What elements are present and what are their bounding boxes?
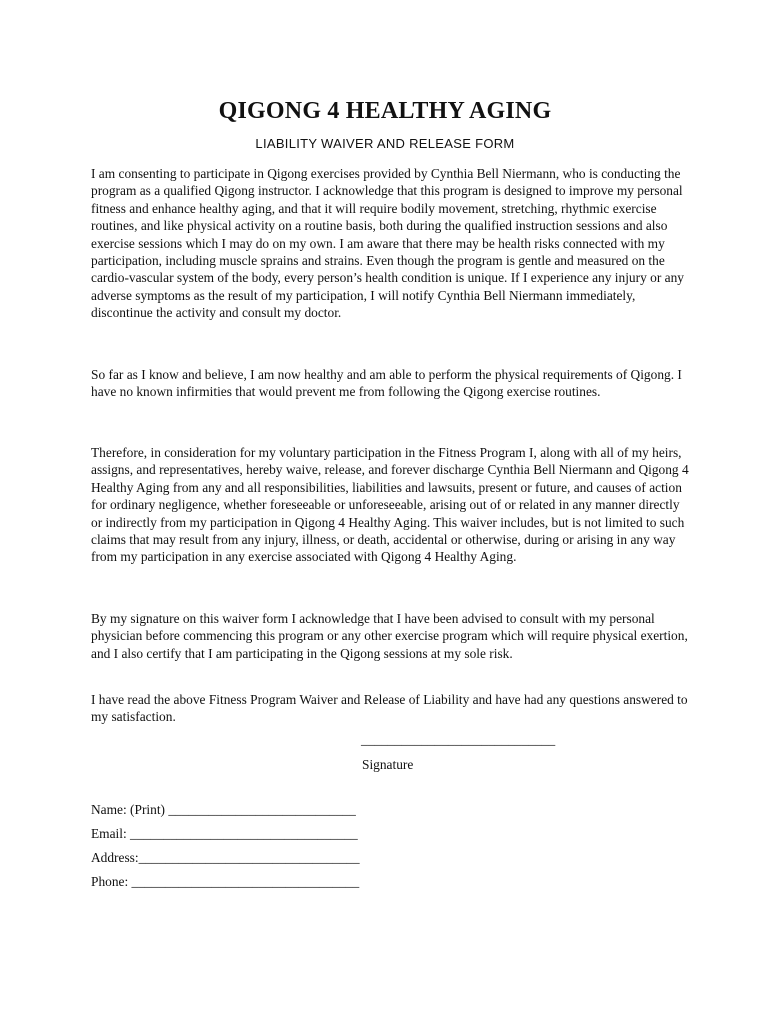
document-subtitle: LIABILITY WAIVER AND RELEASE FORM <box>255 136 515 151</box>
acknowledgement-paragraph: By my signature on this waiver form I acknowledge that I have been advised to consult with my personal physician before commencing this program or any other exercise program which will require physical exertion, and I also certify that I am participating in the Qigong sessions at my sole risk. <box>91 611 688 661</box>
document-title: QIGONG 4 HEALTHY AGING <box>218 98 552 124</box>
address-field[interactable]: Address:_________________________________ <box>91 850 360 865</box>
phone-field[interactable]: Phone: __________________________________ <box>91 874 360 889</box>
signature-label: Signature <box>362 757 414 772</box>
name-field[interactable]: Name: (Print) ____________________________ <box>91 802 356 817</box>
health-statement-paragraph: So far as I know and believe, I am now healthy and am able to perform the physical requirements of Qigong. I have no known infirmities that would prevent me from following the Qigong exercise routines. <box>91 367 682 400</box>
signature-line[interactable]: _____________________________ <box>361 732 556 747</box>
read-confirmation-paragraph: I have read the above Fitness Program Waiver and Release of Liability and have had any questions answered to my satisfaction. <box>91 692 688 725</box>
email-field[interactable]: Email: __________________________________ <box>91 826 358 841</box>
release-paragraph: Therefore, in consideration for my voluntary participation in the Fitness Program I, along with all of my heirs, assigns, and representatives, hereby waive, release, and forever discharge Cynthia Bell Niermann and Qigong 4 Healthy Aging from any and all responsibilities, liabilities and lawsuits, present or future, and causes of action for ordinary negligence, whether foreseeable or unforeseeable, arising out of or related in any manner directly or indirectly from my participation in Qigong 4 Healthy Aging. This waiver includes, but is not limited to such claims that may result from any injury, illness, or death, accidental or otherwise, during or arising in any way from my participation in any exercise associated with Qigong 4 Healthy Aging. <box>91 445 689 565</box>
consent-paragraph: I am consenting to participate in Qigong exercises provided by Cynthia Bell Niermann, who is conducting the program as a qualified Qigong instructor. I acknowledge that this program is designed to improve my personal fitness and enhance healthy aging, and that it will require bodily movement, stretching, rhythmic exercise routines, and like physical activity on a routine basis, both during the qualified instruction sessions and also exercise sessions which I may do on my own. I am aware that there may be health risks connected with my participation, including muscle sprains and strains. Even though the program is gentle and measured on the cardio-vascular system of the body, every person’s health condition is unique. If I experience any injury or any adverse symptoms as the result of my participation, I will notify Cynthia Bell Niermann immediately, discontinue the activity and consult my doctor. <box>91 166 684 321</box>
